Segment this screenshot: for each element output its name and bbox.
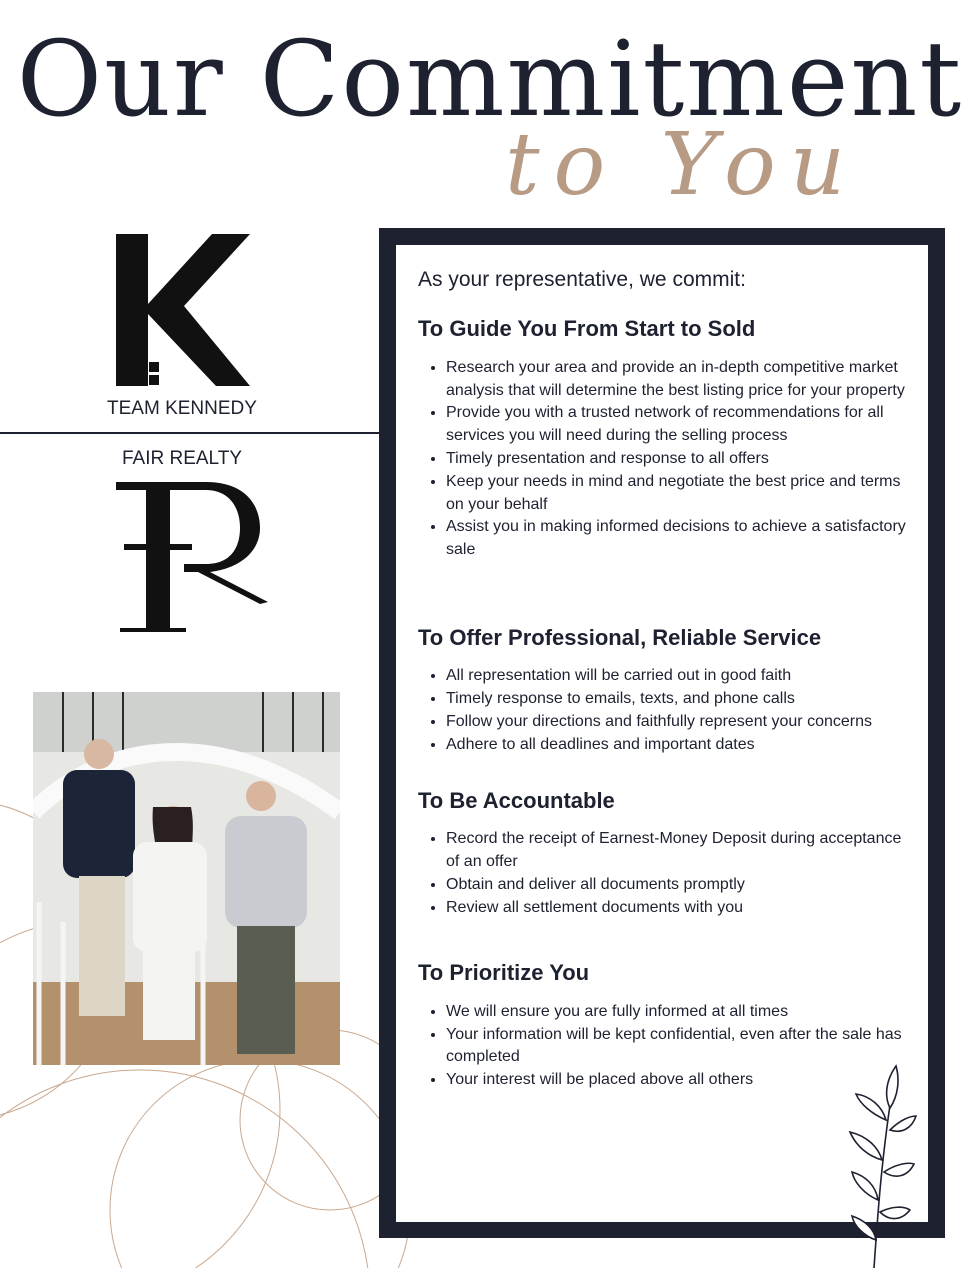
page-title: Our Commitment — [16, 18, 964, 140]
list-item: • Timely presentation and response to all offers — [446, 448, 918, 471]
section-heading: To Prioritize You — [418, 960, 590, 986]
leaf-branch-icon — [838, 1060, 918, 1268]
bullet-list — [418, 828, 918, 919]
bullet-list — [418, 357, 918, 562]
divider — [0, 432, 382, 434]
list-item: • Research your area and provide an in-depth competitive market analysis that will determine the best listing price for your property — [446, 357, 918, 403]
section-heading: To Guide You From Start to Sold — [418, 316, 756, 342]
section-heading: To Be Accountable — [418, 787, 615, 813]
list-item: • Keep your needs in mind and negotiate the best price and terms on your behalf — [446, 471, 918, 517]
list-item: • All representation will be carried out in good faith — [446, 665, 918, 688]
fair-realty-logo — [110, 478, 274, 634]
team-name: TEAM KENNEDY — [107, 398, 257, 419]
list-item: • Record the receipt of Earnest-Money Deposit during acceptance of an offer — [446, 828, 918, 874]
list-item: • Obtain and deliver all documents promptly — [446, 874, 918, 897]
section-service — [418, 624, 918, 757]
list-item: • Timely response to emails, texts, and phone calls — [446, 688, 918, 711]
section-guide — [418, 315, 918, 562]
list-item: • We will ensure you are fully informed at all times — [446, 1001, 918, 1024]
section-heading: To Offer Professional, Reliable Service — [418, 624, 822, 650]
team-kennedy-logo — [100, 226, 260, 396]
bullet-list — [418, 665, 918, 756]
list-item: • Assist you in making informed decisions to achieve a satisfactory sale — [446, 516, 918, 562]
team-photo — [33, 692, 340, 1065]
list-item: • Your information will be kept confidential, even after the sale has completed — [446, 1024, 918, 1070]
brokerage-name: FAIR REALTY — [121, 448, 242, 469]
commitment-content — [418, 267, 918, 1092]
section-accountable — [418, 787, 918, 920]
page-subtitle-script: to You — [505, 115, 860, 215]
list-item: • Adhere to all deadlines and important dates — [446, 734, 918, 757]
list-item: • Review all settlement documents with you — [446, 897, 918, 920]
list-item: • Provide you with a trusted network of recommendations for all services you will need during the selling process — [446, 402, 918, 448]
intro-text: As your representative, we commit: — [418, 268, 746, 291]
list-item: • Your interest will be placed above all others — [446, 1069, 918, 1092]
list-item: • Follow your directions and faithfully represent your concerns — [446, 711, 918, 734]
